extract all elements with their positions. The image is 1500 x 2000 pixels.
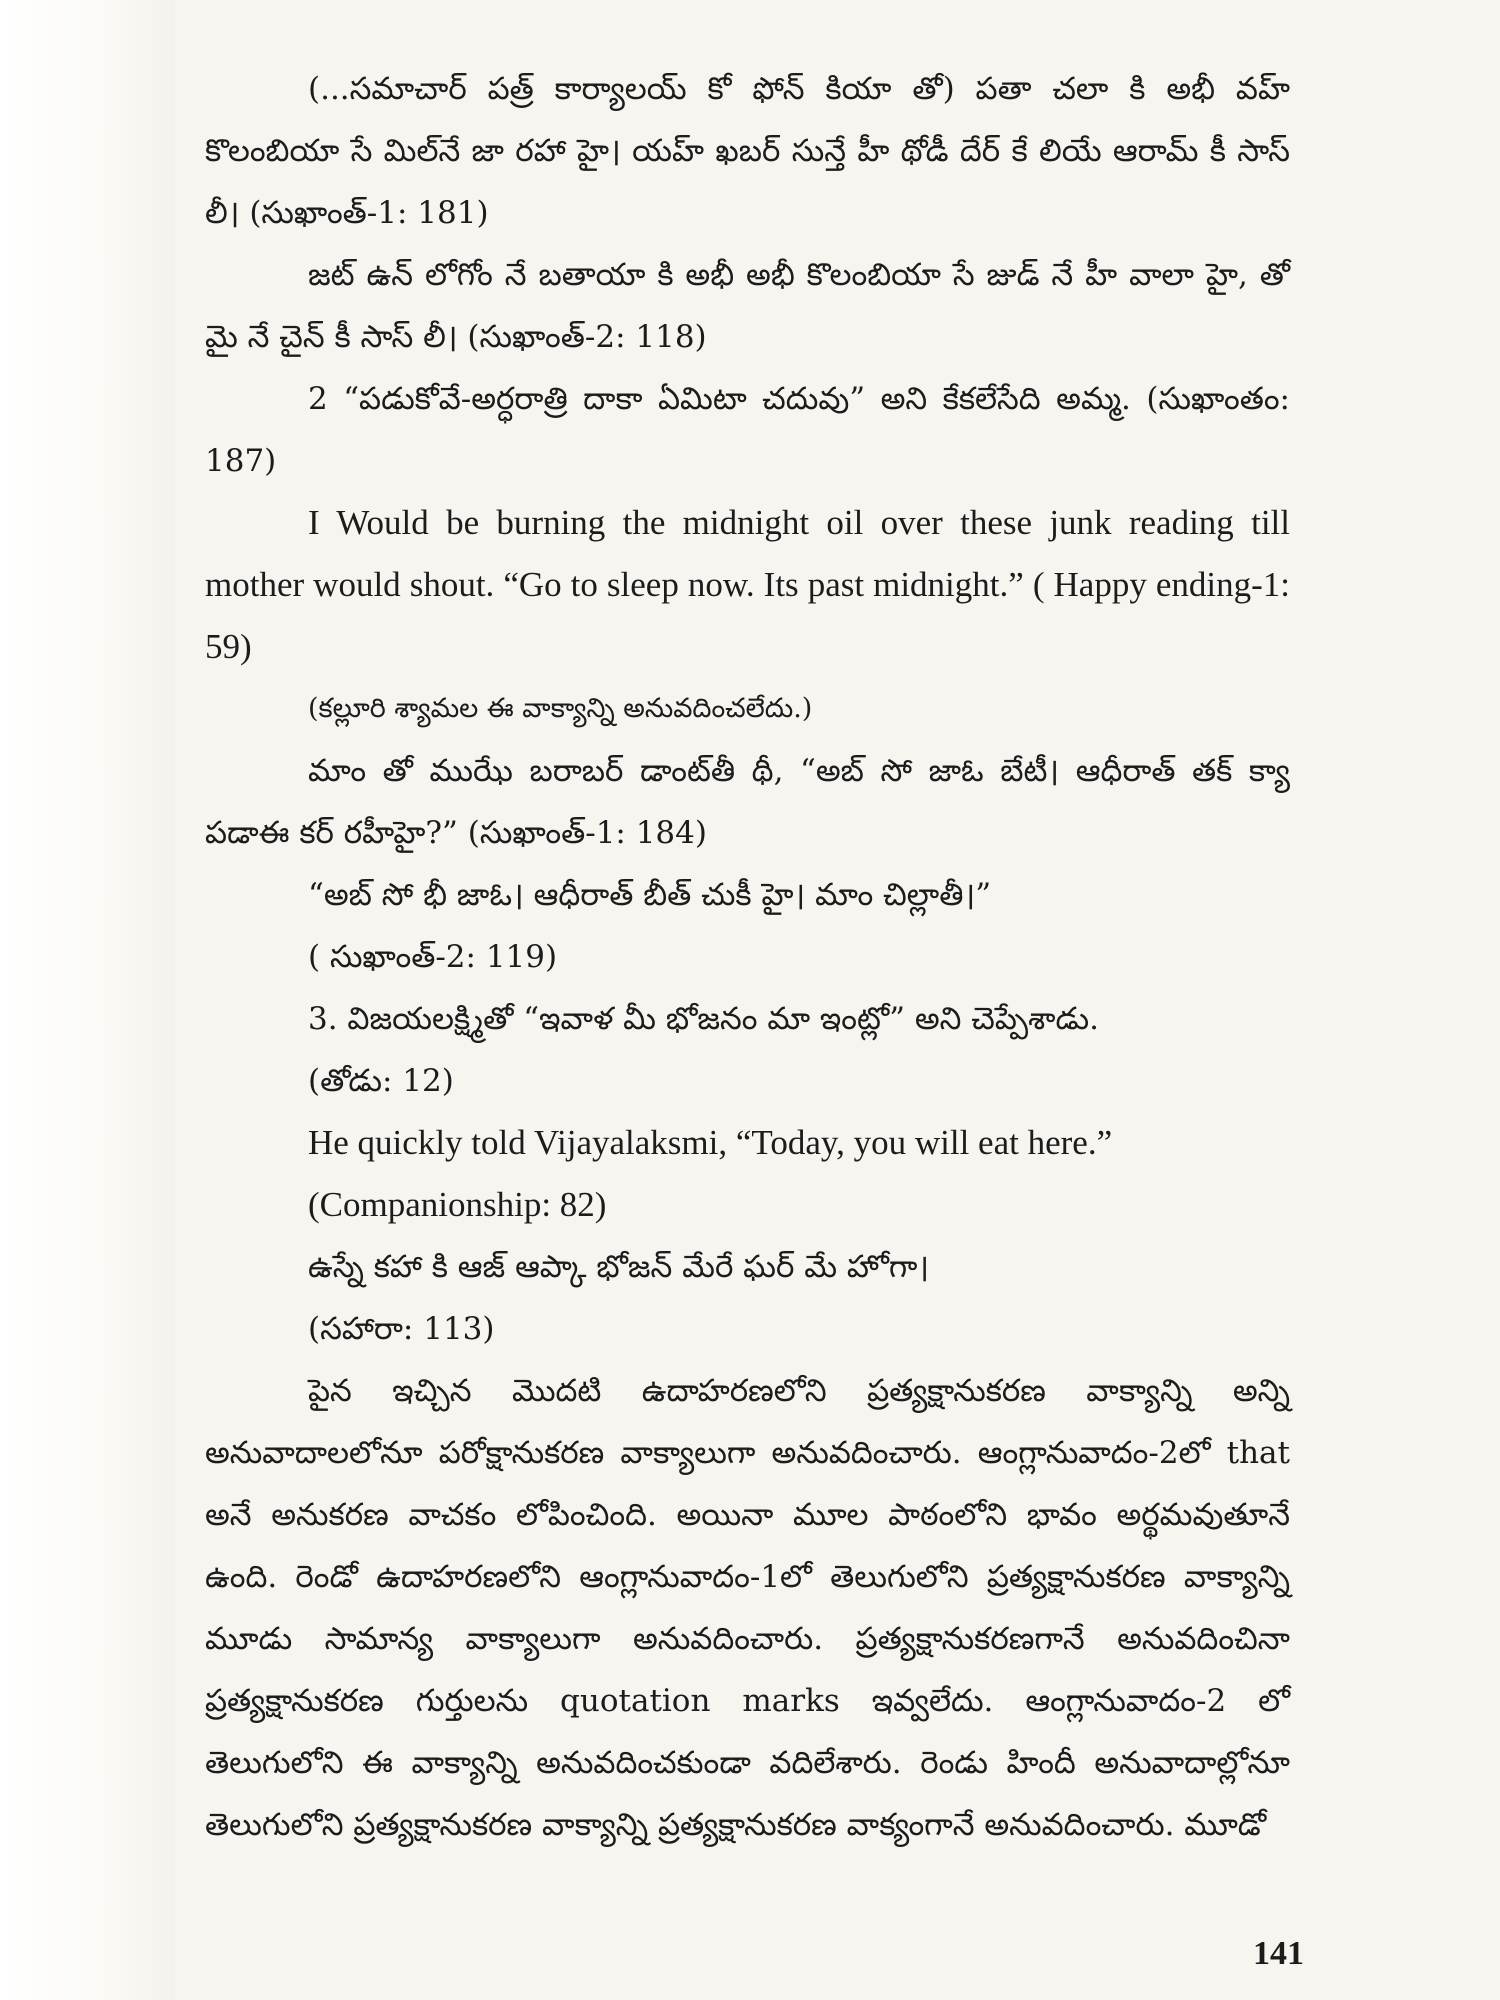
telugu-example-3: 3. విజయలక్ష్మితో “ఇవాళ మీ భోజనం మా ఇంట్లో” అని చెప్పేశాడు.	[308, 1001, 1099, 1037]
hindi-translation-4: “అబ్ సో భీ జాఓ। ఆధీరాత్ బీత్ చుకీ హై। మాం చిల్లాతీ।”	[308, 877, 992, 913]
page-number: 141	[1253, 1935, 1304, 1972]
citation-sukhant-2: ( సుఖాంత్-2: 119)	[308, 939, 558, 975]
citation-sahara: (సహారా: 113)	[308, 1311, 495, 1347]
page-body	[205, 58, 1290, 1856]
english-translation-1: I Would be burning the midnight oil over these junk reading till mother would shout. “Go to sleep now. Its past midnight.” ( Happy ending-1: 59)	[205, 503, 1290, 666]
hindi-translation-1: (...సమాచార్ పత్ర్ కార్యాలయ్ కో ఫోన్ కియా తో) పతా చలా కి అభీ వహ్ కొలంబియా సే మిల్‌నే జా రహా హై। యహ్ ఖబర్ సున్తే హీ థోడీ దేర్ కే లియే ఆరామ్ కీ సాస్ లీ। (సుఖాంత్-1: 181)	[205, 71, 1290, 231]
telugu-example-2: 2 “పడుకోవే-అర్ధరాత్రి దాకా ఏమిటా చదువు” అని కేకలేసేది అమ్మ. (సుఖాంతం: 187)	[205, 381, 1290, 479]
analysis-paragraph: పైన ఇచ్చిన మొదటి ఉదాహరణలోని ప్రత్యక్షానుకరణ వాక్యాన్ని అన్ని అనువాదాలలోనూ పరోక్షానుకరణ వాక్యాలుగా అనువదించారు. ఆంగ్లానువాదం-2లో that అనే అనుకరణ వాచకం లోపించింది. అయినా మూల పాఠంలోని భావం అర్థమవుతూనే ఉంది. రెండో ఉదాహరణలోని ఆంగ్లానువాదం-1లో తెలుగులోని ప్రత్యక్షానుకరణ వాక్యాన్ని మూడు సామాన్య వాక్యాలుగా అనువదించారు. ప్రత్యక్షానుకరణగానే అనువదించినా ప్రత్యక్షానుకరణ గుర్తులను quotation marks ఇవ్వలేదు. ఆంగ్లానువాదం-2 లో తెలుగులోని ఈ వాక్యాన్ని అనువదించకుండా వదిలేశారు. రెండు హిందీ అనువాదాల్లోనూ తెలుగులోని ప్రత్యక్షానుకరణ వాక్యాన్ని ప్రత్యక్షానుకరణ వాక్యంగానే అనువదించారు. మూడో	[205, 1373, 1291, 1843]
citation-companionship: (Companionship: 82)	[308, 1185, 607, 1224]
hindi-translation-3: మాం తో ముఝే బరాబర్ డాంట్‌తీ థీ, “అబ్ సో జాఓ బేటీ। ఆధీరాత్ తక్ క్యా పడాఈ కర్ రహీహై?” (సుఖాంత్-1: 184)	[205, 753, 1290, 851]
page-gutter	[0, 0, 175, 2000]
hindi-translation-2: జట్ ఉన్ లోగోం నే బతాయా కి అభీ అభీ కొలంబియా సే జుడ్ నే హీ వాలా హై, తో మై నే చైన్ కీ సాస్ లీ। (సుఖాంత్-2: 118)	[205, 257, 1290, 355]
citation-todu: (తోడు: 12)	[308, 1063, 454, 1099]
translator-note: (కల్లూరి శ్యామల ఈ వాక్యాన్ని అనువదించలేదు.)	[308, 693, 813, 724]
english-translation-2: He quickly told Vijayalaksmi, “Today, you will eat here.”	[308, 1123, 1113, 1162]
hindi-translation-5: ఉస్నే కహా కి ఆజ్ ఆప్కా భోజన్ మేరే ఘర్ మే హోగా।	[308, 1249, 930, 1285]
